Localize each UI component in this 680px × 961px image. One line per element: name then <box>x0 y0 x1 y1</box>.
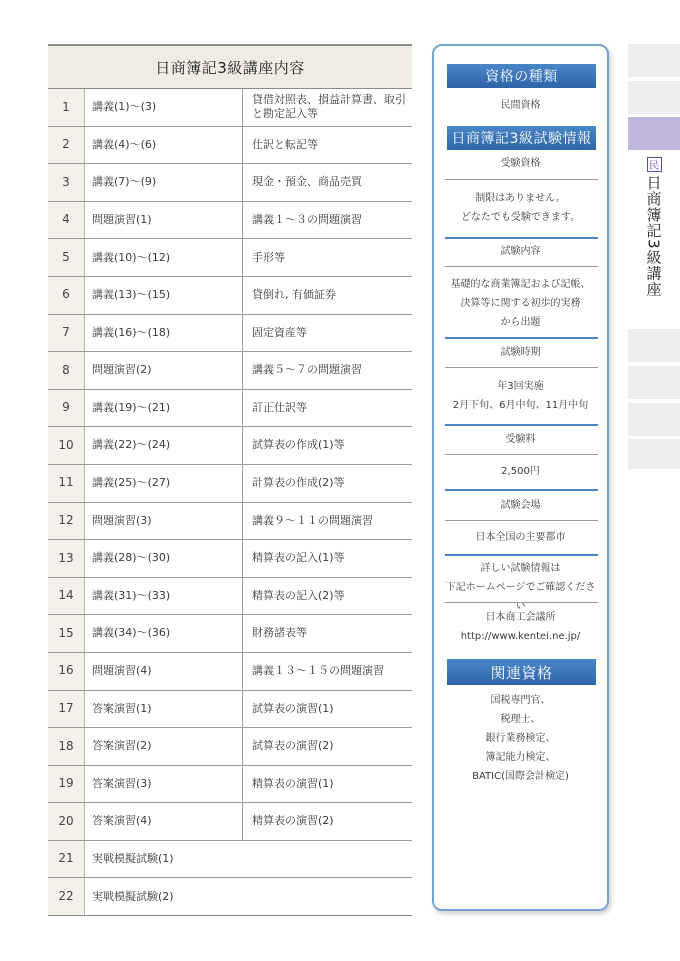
row-number: 18 <box>48 728 85 766</box>
row-session: 問題演習(3) <box>85 502 243 540</box>
exam-content-value: 基礎的な商業簿記および記帳、 決算等に関する初歩的実務 から出題 <box>450 279 591 328</box>
index-tab[interactable] <box>628 81 680 114</box>
table-row <box>48 690 412 728</box>
course-rows <box>48 89 412 916</box>
divider <box>445 554 598 556</box>
index-tab[interactable] <box>628 403 680 436</box>
table-row <box>48 352 412 390</box>
row-number: 5 <box>48 239 85 277</box>
row-session: 講義(7)～(9) <box>85 164 243 202</box>
row-session: 答案演習(3) <box>85 765 243 803</box>
row-content: 仕訳と転記等 <box>243 126 413 164</box>
index-tab[interactable] <box>628 329 680 362</box>
eligibility-label: 受験資格 <box>500 158 541 169</box>
row-number: 10 <box>48 427 85 465</box>
table-row <box>48 540 412 578</box>
organizer-info: 日本商工会議所 http://www.kentei.ne.jp/ <box>460 612 581 642</box>
table-row <box>48 427 412 465</box>
table-row <box>48 803 412 841</box>
row-content: 精算表の記入(1)等 <box>243 540 413 578</box>
course-table <box>48 44 412 916</box>
row-session: 実戦模擬試験(2) <box>85 878 413 916</box>
row-number: 19 <box>48 765 85 803</box>
exam-fee-value: 2,500円 <box>501 466 540 477</box>
row-number: 1 <box>48 89 85 126</box>
table-row <box>48 728 412 766</box>
table-row <box>48 577 412 615</box>
row-content: 計算表の作成(2)等 <box>243 464 413 502</box>
index-tab-active[interactable] <box>628 117 680 150</box>
row-number: 15 <box>48 615 85 653</box>
row-content: 講義１３～１５の問題演習 <box>243 652 413 690</box>
table-row <box>48 89 412 126</box>
divider <box>445 454 598 455</box>
row-session: 講義(25)～(27) <box>85 464 243 502</box>
row-session: 問題演習(4) <box>85 652 243 690</box>
exam-info-panel <box>432 44 609 911</box>
qualification-type-value: 民間資格 <box>500 100 541 111</box>
exam-fee-label: 受験料 <box>505 434 536 445</box>
related-qualifications-list: 国税専門官、 税理士、 銀行業務検定、 簿記能力検定、 BATIC(国際会計検定) <box>472 695 569 782</box>
row-content: 貸借対照表、損益計算書、取引と勘定記入等 <box>243 89 413 126</box>
row-session: 問題演習(2) <box>85 352 243 390</box>
section-label <box>628 157 680 301</box>
row-content: 訂正仕訳等 <box>243 389 413 427</box>
table-row <box>48 164 412 202</box>
row-content: 試算表の演習(2) <box>243 728 413 766</box>
row-number: 14 <box>48 577 85 615</box>
row-content: 手形等 <box>243 239 413 277</box>
divider <box>445 337 598 339</box>
divider <box>445 602 598 603</box>
row-number: 9 <box>48 389 85 427</box>
related-qualifications-heading: 関連資格 <box>447 659 596 685</box>
row-session: 答案演習(1) <box>85 690 243 728</box>
row-number: 22 <box>48 878 85 916</box>
row-number: 21 <box>48 840 85 878</box>
divider <box>445 367 598 368</box>
row-session: 実戦模擬試験(1) <box>85 840 413 878</box>
table-row <box>48 652 412 690</box>
row-content: 試算表の演習(1) <box>243 690 413 728</box>
table-row <box>48 840 412 878</box>
table-row <box>48 765 412 803</box>
row-content: 財務諸表等 <box>243 615 413 653</box>
divider <box>445 424 598 426</box>
row-number: 8 <box>48 352 85 390</box>
row-content: 現金・預金、商品売買 <box>243 164 413 202</box>
table-row <box>48 615 412 653</box>
index-tab[interactable] <box>628 439 680 469</box>
row-number: 16 <box>48 652 85 690</box>
row-number: 2 <box>48 126 85 164</box>
table-row <box>48 314 412 352</box>
divider <box>445 179 598 180</box>
row-content: 講義９～１１の問題演習 <box>243 502 413 540</box>
row-session: 問題演習(1) <box>85 201 243 239</box>
row-session: 答案演習(4) <box>85 803 243 841</box>
row-session: 講義(28)～(30) <box>85 540 243 578</box>
exam-venue-value: 日本全国の主要都市 <box>475 532 566 543</box>
row-content: 精算表の演習(1) <box>243 765 413 803</box>
table-row <box>48 239 412 277</box>
index-tab[interactable] <box>628 366 680 399</box>
table-row <box>48 464 412 502</box>
row-number: 11 <box>48 464 85 502</box>
row-content: 精算表の演習(2) <box>243 803 413 841</box>
exam-info-heading: 日商簿記3級試験情報 <box>447 126 596 150</box>
row-content: 試算表の作成(1)等 <box>243 427 413 465</box>
divider <box>445 237 598 239</box>
exam-content-label: 試験内容 <box>500 246 541 257</box>
row-session: 講義(1)～(3) <box>85 89 243 126</box>
row-session: 答案演習(2) <box>85 728 243 766</box>
divider <box>445 520 598 521</box>
course-table-title: 日商簿記3級講座内容 <box>48 44 412 89</box>
private-qualification-badge: 民 <box>647 157 662 172</box>
table-row <box>48 502 412 540</box>
row-content: 講義１～３の問題演習 <box>243 201 413 239</box>
divider <box>445 266 598 267</box>
exam-period-label: 試験時期 <box>500 347 541 358</box>
row-number: 6 <box>48 276 85 314</box>
row-number: 20 <box>48 803 85 841</box>
row-session: 講義(16)～(18) <box>85 314 243 352</box>
row-number: 4 <box>48 201 85 239</box>
row-content: 貸倒れ, 有価証券 <box>243 276 413 314</box>
row-session: 講義(4)～(6) <box>85 126 243 164</box>
row-number: 17 <box>48 690 85 728</box>
row-session: 講義(34)～(36) <box>85 615 243 653</box>
row-session: 講義(10)～(12) <box>85 239 243 277</box>
row-session: 講義(19)～(21) <box>85 389 243 427</box>
row-content: 講義５～７の問題演習 <box>243 352 413 390</box>
index-tab[interactable] <box>628 44 680 77</box>
exam-period-value: 年3回実施 2月下旬、6月中旬、11月中旬 <box>452 381 589 411</box>
exam-venue-label: 試験会場 <box>500 500 541 511</box>
table-row <box>48 276 412 314</box>
table-row <box>48 389 412 427</box>
row-content: 固定資産等 <box>243 314 413 352</box>
row-session: 講義(13)～(15) <box>85 276 243 314</box>
eligibility-value: 制限はありません。 どなたでも受験できます。 <box>460 193 581 223</box>
row-session: 講義(31)～(33) <box>85 577 243 615</box>
row-session: 講義(22)～(24) <box>85 427 243 465</box>
row-number: 7 <box>48 314 85 352</box>
row-number: 12 <box>48 502 85 540</box>
qualification-type-heading: 資格の種類 <box>447 64 596 88</box>
table-row <box>48 878 412 916</box>
row-number: 13 <box>48 540 85 578</box>
row-content: 精算表の記入(2)等 <box>243 577 413 615</box>
table-row <box>48 201 412 239</box>
row-number: 3 <box>48 164 85 202</box>
divider <box>445 489 598 491</box>
table-row <box>48 126 412 164</box>
details-note: 詳しい試験情報は 下記ホームページでご確認ください <box>445 563 596 612</box>
section-label-text: 日商簿記3級講座 <box>644 175 663 298</box>
